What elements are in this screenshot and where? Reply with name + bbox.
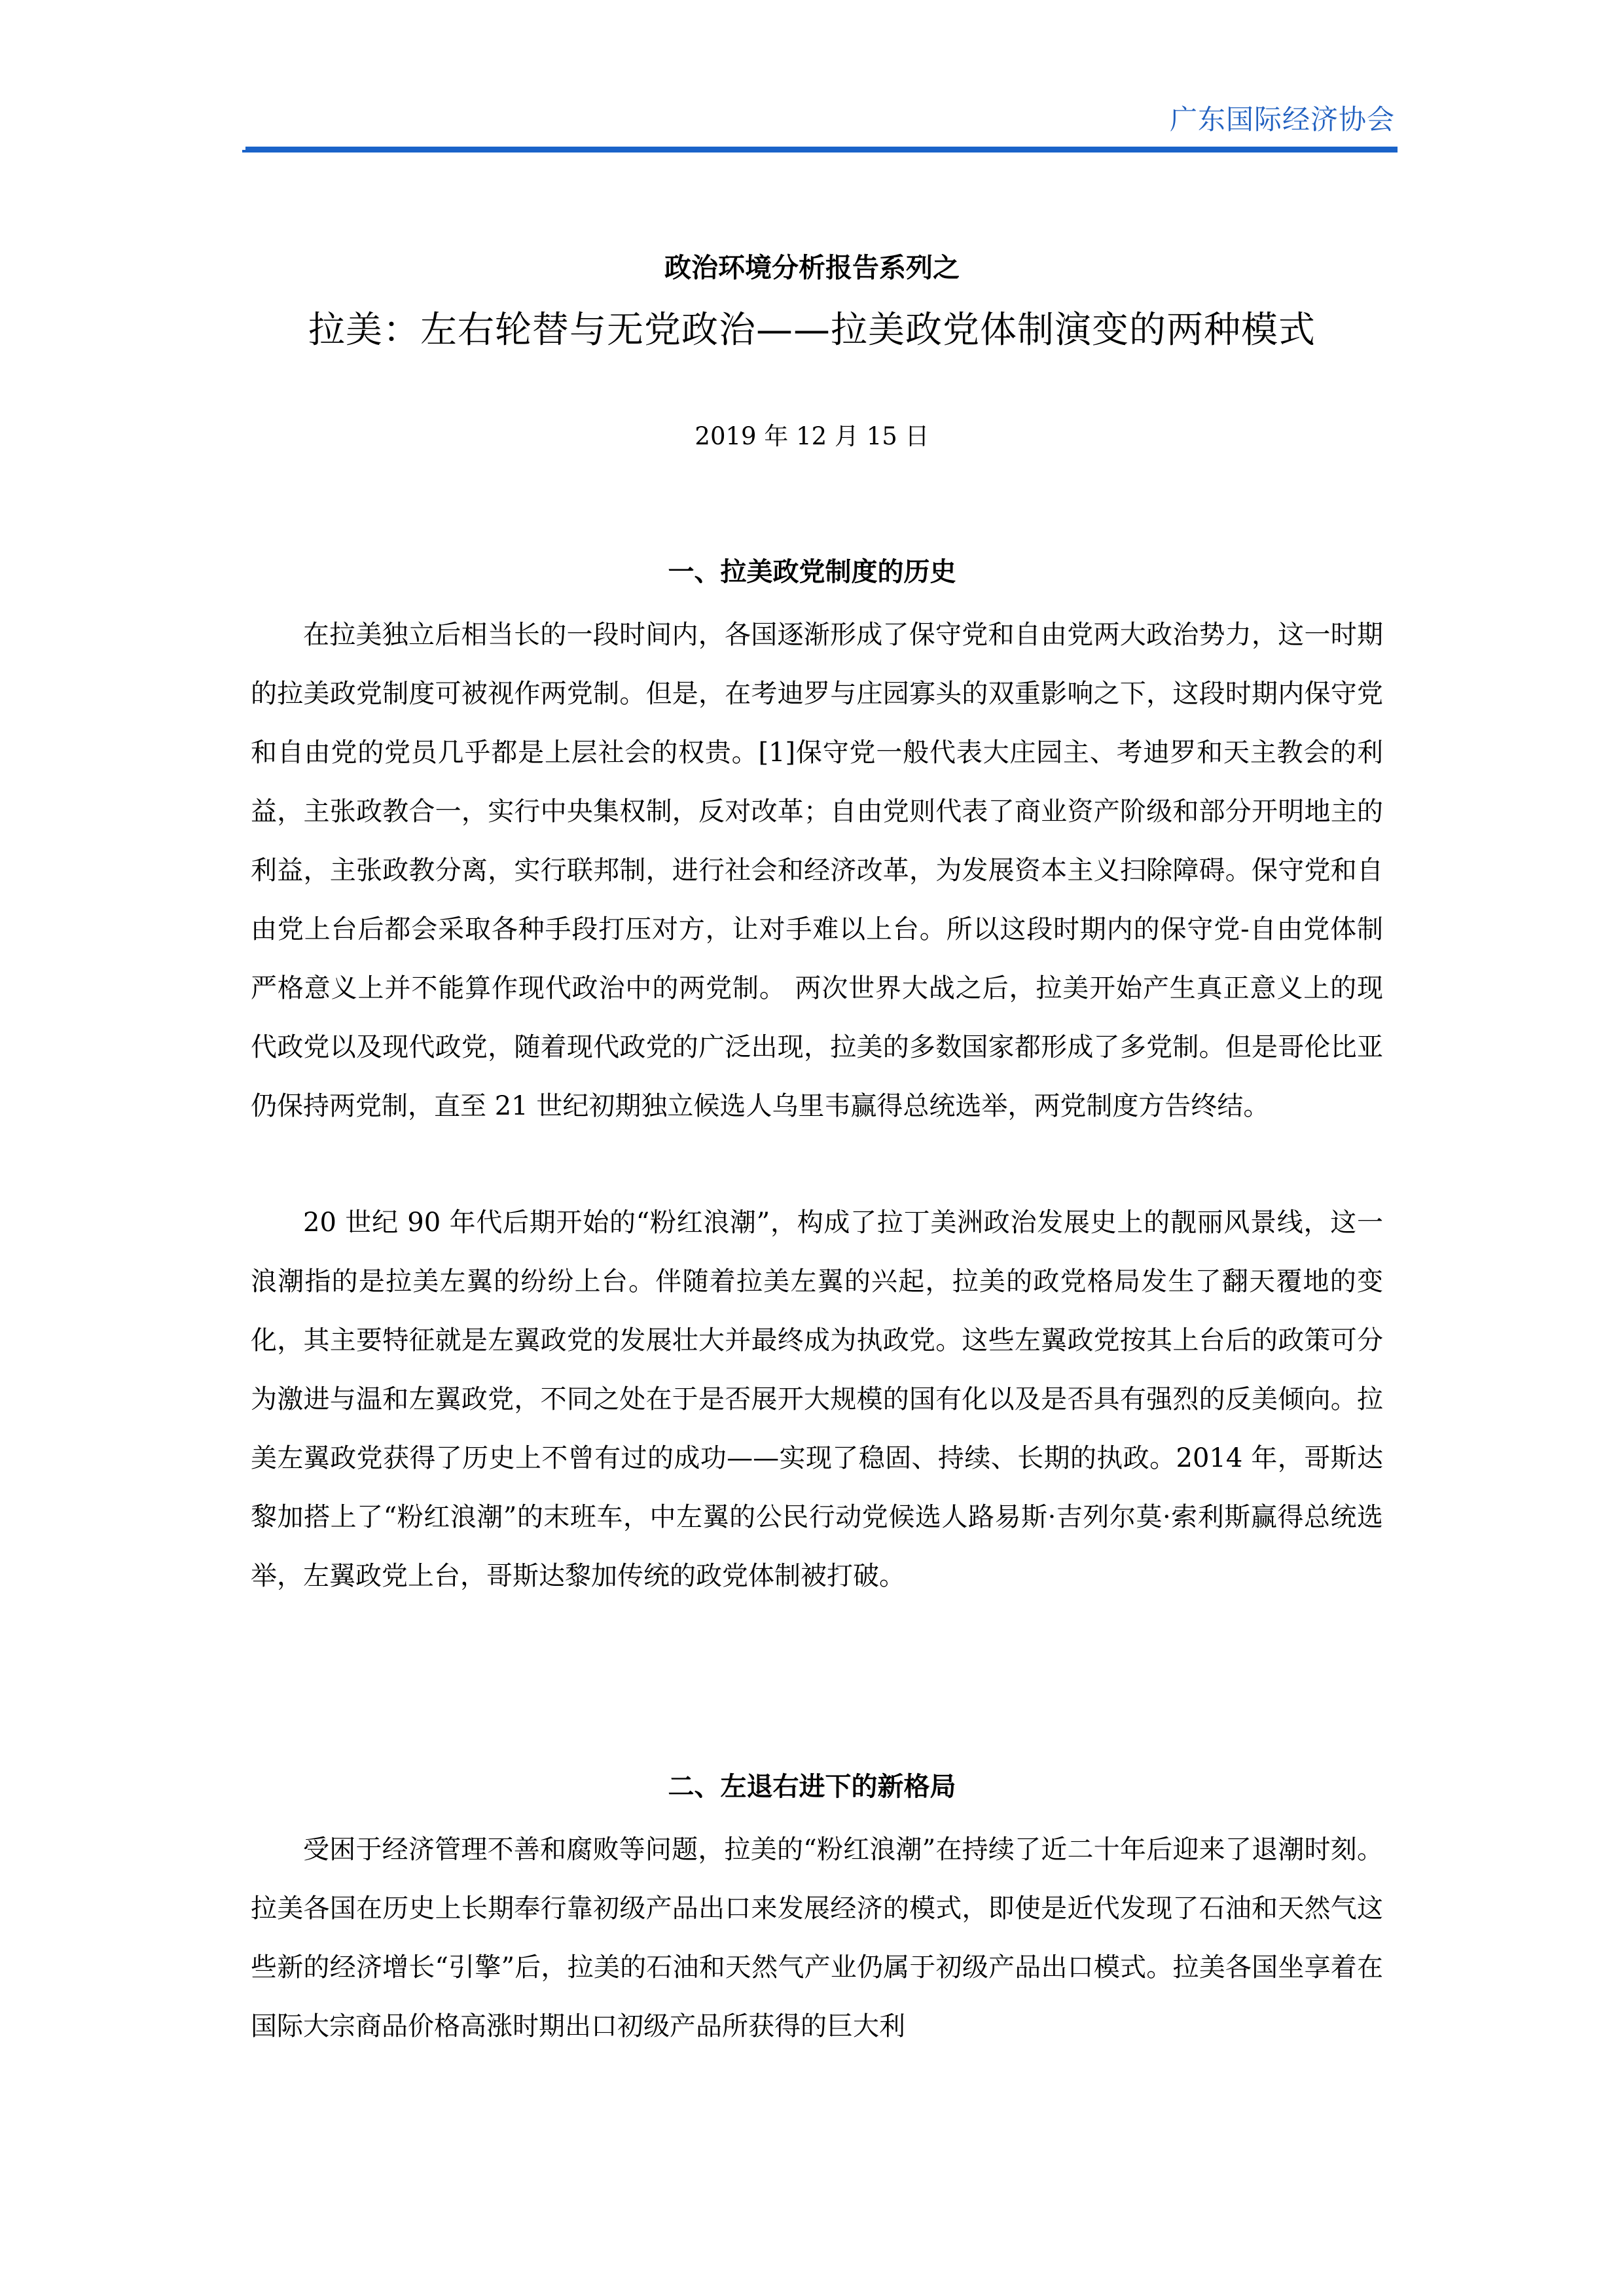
header-rule-tick [242,150,247,152]
organization-name: 广东国际经济协会 [1169,103,1395,135]
header-rule [245,147,1398,152]
series-title: 政治环境分析报告系列之 [664,252,960,283]
document-title: 拉美：左右轮替与无党政治——拉美政党体制演变的两种模式 [308,309,1316,351]
section-heading: 二、左退右进下的新格局 [668,1772,956,1802]
section-heading: 一、拉美政党制度的历史 [668,557,956,587]
body-paragraph: 受困于经济管理不善和腐败等问题，拉美的“粉红浪潮”在持续了近二十年后迎来了退潮时刻。拉美各国在历史上长期奉行靠初级产品出口来发展经济的模式，即使是近代发现了石油和天然气这些新的经济增长“引擎”后，拉美的石油和天然气产业仍属于初级产品出口模式。拉美各国坐享着在国际大宗商品价格高涨时期出口初级产品所获得的巨大利 [251,1835,1383,2041]
body-paragraph: 20 世纪 90 年代后期开始的“粉红浪潮”，构成了拉丁美洲政治发展史上的靓丽风景线，这一浪潮指的是拉美左翼的纷纷上台。伴随着拉美左翼的兴起，拉美的政党格局发生了翻天覆地的变化，其主要特征就是左翼政党的发展壮大并最终成为执政党。这些左翼政党按其上台后的政策可分为激进与温和左翼政党，不同之处在于是否展开大规模的国有化以及是否具有强烈的反美倾向。拉美左翼政党获得了历史上不曾有过的成功——实现了稳固、持续、长期的执政。2014 年，哥斯达黎加搭上了“粉红浪潮”的末班车，中左翼的公民行动党候选人路易斯·吉列尔莫·索利斯赢得总统选举，左翼政党上台，哥斯达黎加传统的政党体制被打破。 [251,1208,1383,1591]
body-paragraph: 在拉美独立后相当长的一段时间内，各国逐渐形成了保守党和自由党两大政治势力，这一时期的拉美政党制度可被视作两党制。但是，在考迪罗与庄园寡头的双重影响之下，这段时期内保守党和自由党的党员几乎都是上层社会的权贵。[1]保守党一般代表大庄园主、考迪罗和天主教会的利益，主张政教合一，实行中央集权制，反对改革；自由党则代表了商业资产阶级和部分开明地主的利益，主张政教分离，实行联邦制，进行社会和经济改革，为发展资本主义扫除障碍。保守党和自由党上台后都会采取各种手段打压对方，让对手难以上台。所以这段时期内的保守党-自由党体制严格意义上并不能算作现代政治中的两党制。 两次世界大战之后，拉美开始产生真正意义上的现代政党以及现代政党，随着现代政党的广泛出现，拉美的多数国家都形成了多党制。但是哥伦比亚仍保持两党制，直至 21 世纪初期独立候选人乌里韦赢得总统选举，两党制度方告终结。 [251,620,1383,1121]
document-date: 2019 年 12 月 15 日 [695,422,929,450]
